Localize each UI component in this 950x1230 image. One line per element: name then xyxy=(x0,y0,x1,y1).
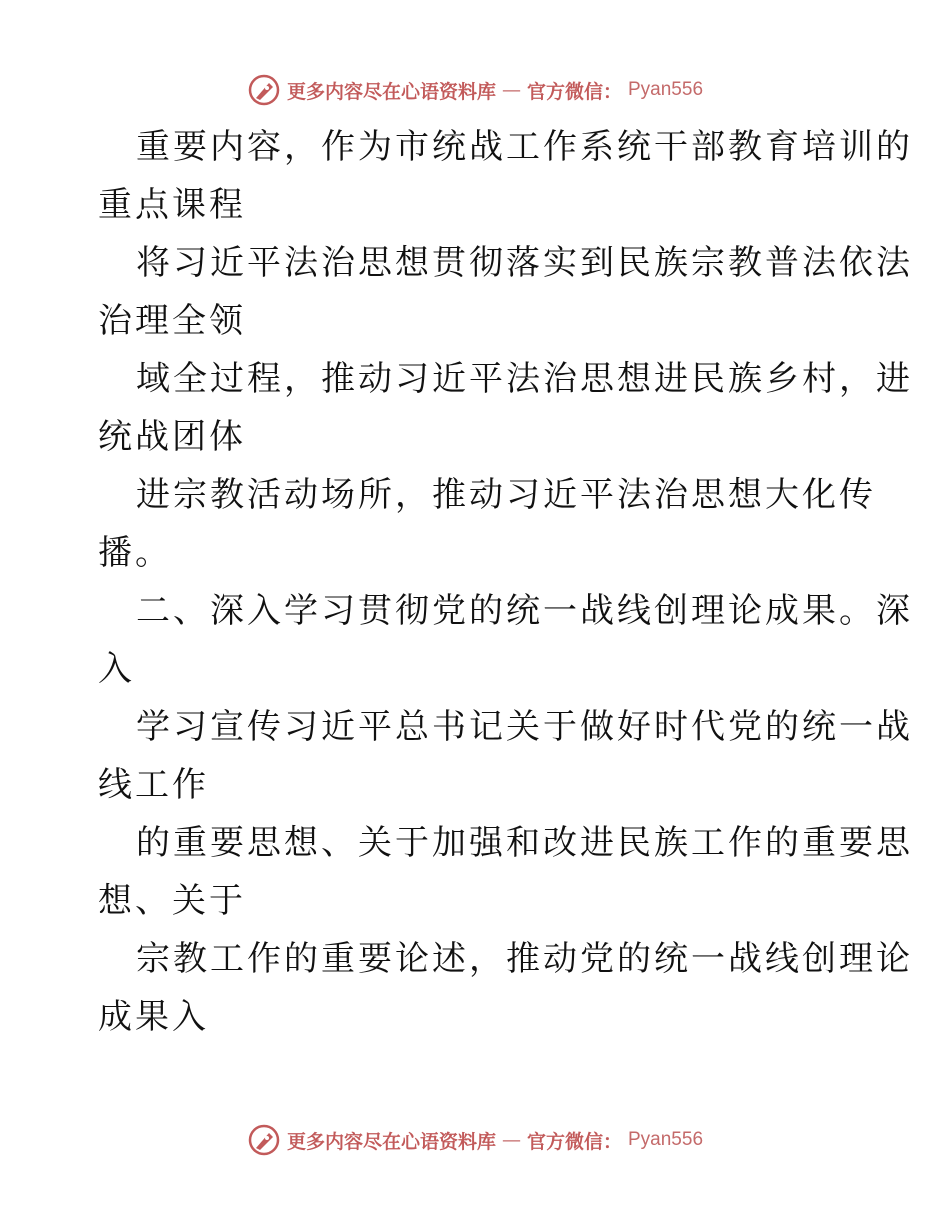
pen-nib-logo-icon xyxy=(247,1123,281,1157)
text-line: 治理全领 xyxy=(98,301,246,341)
body-text xyxy=(98,118,913,1046)
header-watermark xyxy=(0,70,950,110)
text-line: 域全过程，推动习近平法治思想进民族乡村，进 xyxy=(136,359,913,399)
text-line: 进宗教活动场所，推动习近平法治思想大化传 xyxy=(136,475,876,515)
watermark-separator: — xyxy=(501,1129,521,1151)
watermark-separator: — xyxy=(501,79,521,101)
watermark-brand: 更多内容尽在心语资料库 xyxy=(286,80,496,103)
text-line: 学习宣传习近平总书记关于做好时代党的统一战 xyxy=(136,707,913,747)
watermark-wechat-label: 官方微信： xyxy=(526,1130,622,1153)
pen-nib-logo-icon xyxy=(247,73,281,107)
text-line: 重点课程 xyxy=(98,185,246,225)
watermark-wechat-id: Pyan556 xyxy=(628,1129,704,1150)
text-line: 入 xyxy=(98,649,135,689)
watermark-wechat-label: 官方微信： xyxy=(526,80,622,103)
text-line: 线工作 xyxy=(98,765,209,805)
text-line: 想、关于 xyxy=(98,881,246,921)
watermark-wechat-id: Pyan556 xyxy=(628,79,704,100)
footer-watermark xyxy=(0,1120,950,1160)
text-line: 将习近平法治思想贯彻落实到民族宗教普法依法 xyxy=(136,243,913,283)
text-line: 统战团体 xyxy=(98,417,246,457)
text-line: 二、深入学习贯彻党的统一战线创理论成果。深 xyxy=(136,591,913,631)
text-line: 宗教工作的重要论述，推动党的统一战线创理论 xyxy=(136,939,913,979)
text-line: 重要内容，作为市统战工作系统干部教育培训的 xyxy=(136,127,913,167)
watermark-brand: 更多内容尽在心语资料库 xyxy=(286,1130,496,1153)
text-line: 的重要思想、关于加强和改进民族工作的重要思 xyxy=(136,823,913,863)
text-line: 播。 xyxy=(98,533,172,573)
text-line: 成果入 xyxy=(98,997,209,1037)
